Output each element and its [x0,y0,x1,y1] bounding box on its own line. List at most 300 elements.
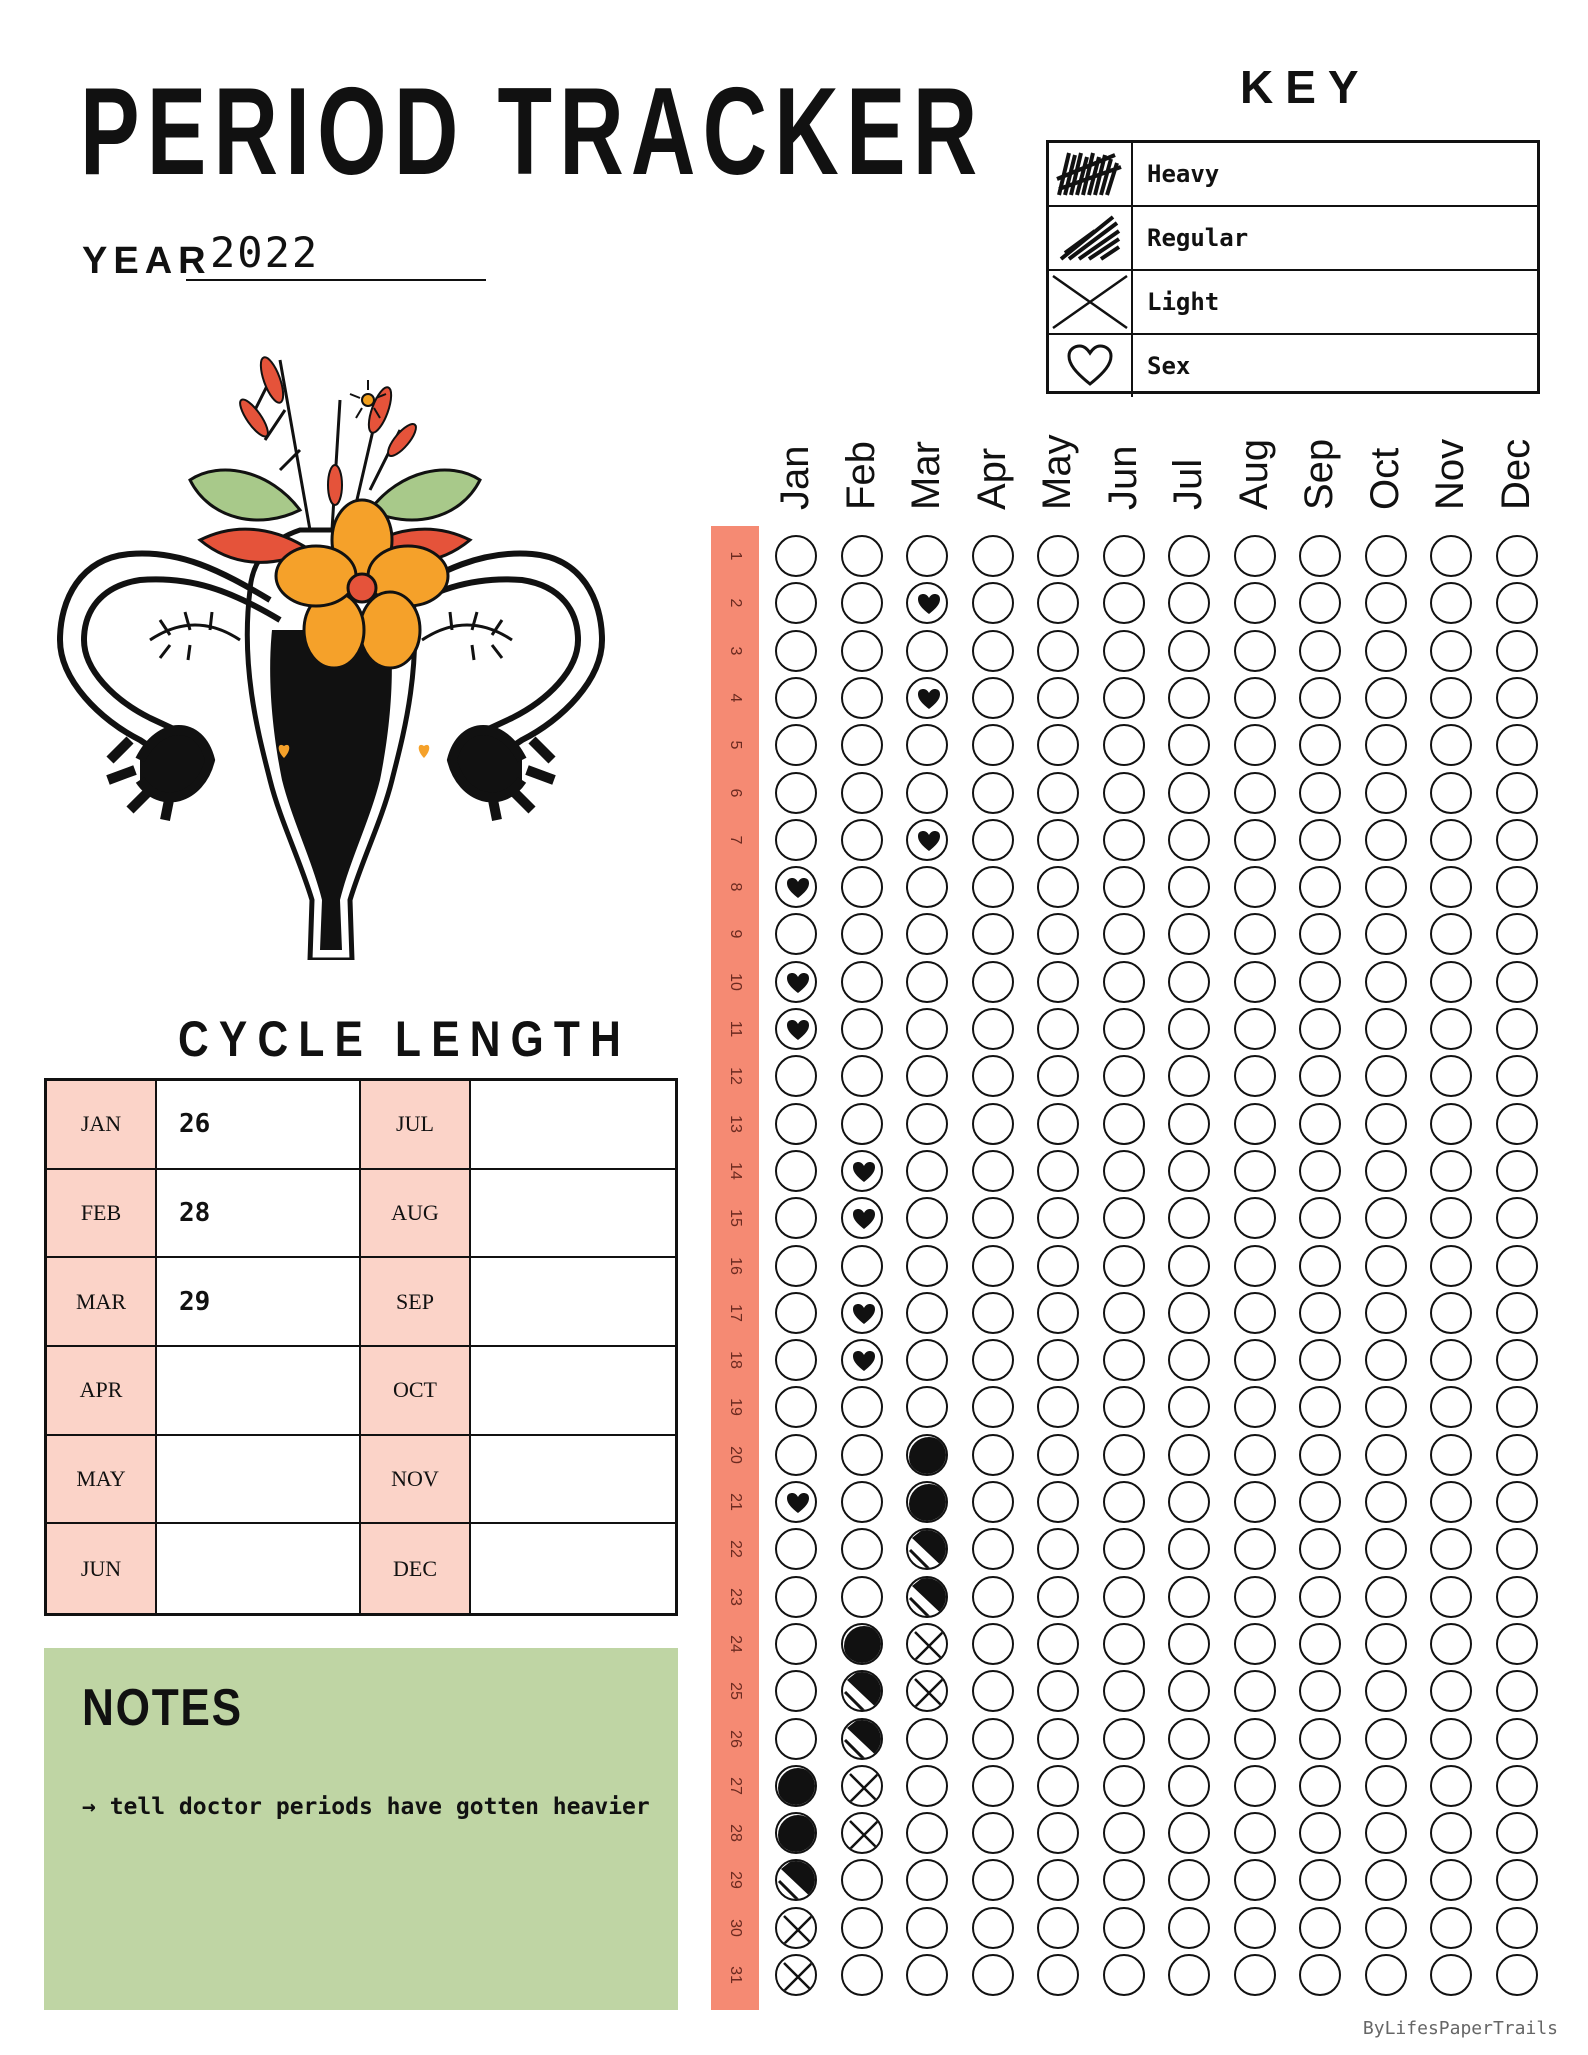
day-circle-sep-13[interactable] [1299,1103,1341,1145]
day-circle-jun-20[interactable] [1103,1434,1145,1476]
day-circle-may-26[interactable] [1037,1718,1079,1760]
day-circle-mar-7-sex[interactable] [906,819,948,861]
day-circle-jun-19[interactable] [1103,1386,1145,1428]
day-circle-dec-14[interactable] [1496,1150,1538,1192]
day-circle-jun-23[interactable] [1103,1576,1145,1618]
day-circle-mar-31[interactable] [906,1954,948,1996]
day-circle-aug-3[interactable] [1234,630,1276,672]
day-circle-jan-17[interactable] [775,1292,817,1334]
day-circle-feb-22[interactable] [841,1528,883,1570]
day-circle-nov-20[interactable] [1430,1434,1472,1476]
day-circle-jul-14[interactable] [1168,1150,1210,1192]
day-circle-oct-3[interactable] [1365,630,1407,672]
day-circle-feb-27-light[interactable] [841,1765,883,1807]
day-circle-may-30[interactable] [1037,1907,1079,1949]
day-circle-sep-23[interactable] [1299,1576,1341,1618]
day-circle-jan-6[interactable] [775,772,817,814]
day-circle-mar-23-regular[interactable] [906,1576,948,1618]
day-circle-oct-26[interactable] [1365,1718,1407,1760]
day-circle-dec-20[interactable] [1496,1434,1538,1476]
day-circle-dec-15[interactable] [1496,1197,1538,1239]
day-circle-oct-5[interactable] [1365,724,1407,766]
day-circle-jun-16[interactable] [1103,1245,1145,1287]
day-circle-apr-31[interactable] [972,1954,1014,1996]
day-circle-sep-5[interactable] [1299,724,1341,766]
day-circle-may-6[interactable] [1037,772,1079,814]
day-circle-mar-29[interactable] [906,1859,948,1901]
day-circle-may-14[interactable] [1037,1150,1079,1192]
day-circle-aug-15[interactable] [1234,1197,1276,1239]
day-circle-mar-26[interactable] [906,1718,948,1760]
day-circle-jan-20[interactable] [775,1434,817,1476]
day-circle-jul-27[interactable] [1168,1765,1210,1807]
day-circle-jan-1[interactable] [775,535,817,577]
day-circle-nov-25[interactable] [1430,1670,1472,1712]
day-circle-oct-12[interactable] [1365,1055,1407,1097]
day-circle-aug-8[interactable] [1234,866,1276,908]
day-circle-apr-4[interactable] [972,677,1014,719]
day-circle-mar-11[interactable] [906,1008,948,1050]
day-circle-oct-1[interactable] [1365,535,1407,577]
day-circle-sep-22[interactable] [1299,1528,1341,1570]
day-circle-jun-29[interactable] [1103,1859,1145,1901]
day-circle-feb-14-sex[interactable] [841,1150,883,1192]
day-circle-mar-2-sex[interactable] [906,582,948,624]
day-circle-aug-2[interactable] [1234,582,1276,624]
day-circle-jan-8-sex[interactable] [775,866,817,908]
day-circle-apr-21[interactable] [972,1481,1014,1523]
day-circle-jul-16[interactable] [1168,1245,1210,1287]
day-circle-sep-17[interactable] [1299,1292,1341,1334]
day-circle-mar-28[interactable] [906,1812,948,1854]
day-circle-sep-16[interactable] [1299,1245,1341,1287]
day-circle-feb-29[interactable] [841,1859,883,1901]
day-circle-feb-9[interactable] [841,913,883,955]
day-circle-dec-23[interactable] [1496,1576,1538,1618]
day-circle-aug-20[interactable] [1234,1434,1276,1476]
day-circle-apr-17[interactable] [972,1292,1014,1334]
cycle-value[interactable] [471,1436,675,1525]
day-circle-jun-3[interactable] [1103,630,1145,672]
day-circle-jul-7[interactable] [1168,819,1210,861]
day-circle-dec-30[interactable] [1496,1907,1538,1949]
day-circle-oct-18[interactable] [1365,1339,1407,1381]
day-circle-apr-15[interactable] [972,1197,1014,1239]
day-circle-nov-3[interactable] [1430,630,1472,672]
day-circle-feb-26-regular[interactable] [841,1718,883,1760]
day-circle-mar-15[interactable] [906,1197,948,1239]
day-circle-jun-12[interactable] [1103,1055,1145,1097]
day-circle-nov-28[interactable] [1430,1812,1472,1854]
cycle-value[interactable] [157,1436,361,1525]
day-circle-aug-21[interactable] [1234,1481,1276,1523]
day-circle-mar-17[interactable] [906,1292,948,1334]
day-circle-dec-27[interactable] [1496,1765,1538,1807]
day-circle-feb-15-sex[interactable] [841,1197,883,1239]
day-circle-apr-13[interactable] [972,1103,1014,1145]
day-circle-apr-23[interactable] [972,1576,1014,1618]
day-circle-may-23[interactable] [1037,1576,1079,1618]
day-circle-may-28[interactable] [1037,1812,1079,1854]
day-circle-mar-14[interactable] [906,1150,948,1192]
day-circle-jul-5[interactable] [1168,724,1210,766]
day-circle-may-2[interactable] [1037,582,1079,624]
day-circle-may-25[interactable] [1037,1670,1079,1712]
day-circle-sep-9[interactable] [1299,913,1341,955]
day-circle-sep-31[interactable] [1299,1954,1341,1996]
day-circle-oct-24[interactable] [1365,1623,1407,1665]
day-circle-dec-29[interactable] [1496,1859,1538,1901]
day-circle-dec-9[interactable] [1496,913,1538,955]
day-circle-mar-1[interactable] [906,535,948,577]
day-circle-nov-15[interactable] [1430,1197,1472,1239]
day-circle-oct-25[interactable] [1365,1670,1407,1712]
day-circle-jun-1[interactable] [1103,535,1145,577]
cycle-value[interactable] [157,1347,361,1436]
day-circle-dec-13[interactable] [1496,1103,1538,1145]
day-circle-feb-8[interactable] [841,866,883,908]
day-circle-dec-18[interactable] [1496,1339,1538,1381]
day-circle-oct-6[interactable] [1365,772,1407,814]
day-circle-apr-11[interactable] [972,1008,1014,1050]
day-circle-jun-13[interactable] [1103,1103,1145,1145]
day-circle-jan-9[interactable] [775,913,817,955]
day-circle-aug-23[interactable] [1234,1576,1276,1618]
day-circle-jun-11[interactable] [1103,1008,1145,1050]
day-circle-aug-30[interactable] [1234,1907,1276,1949]
day-circle-jan-29-regular[interactable] [775,1859,817,1901]
day-circle-oct-30[interactable] [1365,1907,1407,1949]
cycle-value[interactable] [471,1081,675,1170]
day-circle-sep-19[interactable] [1299,1386,1341,1428]
day-circle-jul-21[interactable] [1168,1481,1210,1523]
day-circle-jul-24[interactable] [1168,1623,1210,1665]
day-circle-aug-12[interactable] [1234,1055,1276,1097]
day-circle-jul-28[interactable] [1168,1812,1210,1854]
day-circle-feb-28-light[interactable] [841,1812,883,1854]
day-circle-feb-19[interactable] [841,1386,883,1428]
day-circle-nov-1[interactable] [1430,535,1472,577]
day-circle-may-27[interactable] [1037,1765,1079,1807]
day-circle-jan-24[interactable] [775,1623,817,1665]
day-circle-may-8[interactable] [1037,866,1079,908]
day-circle-aug-24[interactable] [1234,1623,1276,1665]
day-circle-oct-9[interactable] [1365,913,1407,955]
day-circle-nov-21[interactable] [1430,1481,1472,1523]
day-circle-mar-21-heavy[interactable] [906,1481,948,1523]
day-circle-nov-10[interactable] [1430,961,1472,1003]
day-circle-sep-11[interactable] [1299,1008,1341,1050]
day-circle-jun-7[interactable] [1103,819,1145,861]
day-circle-dec-25[interactable] [1496,1670,1538,1712]
day-circle-dec-21[interactable] [1496,1481,1538,1523]
day-circle-may-12[interactable] [1037,1055,1079,1097]
day-circle-dec-16[interactable] [1496,1245,1538,1287]
day-circle-mar-20-heavy[interactable] [906,1434,948,1476]
day-circle-apr-30[interactable] [972,1907,1014,1949]
day-circle-sep-28[interactable] [1299,1812,1341,1854]
day-circle-dec-17[interactable] [1496,1292,1538,1334]
day-circle-aug-13[interactable] [1234,1103,1276,1145]
day-circle-nov-18[interactable] [1430,1339,1472,1381]
day-circle-dec-28[interactable] [1496,1812,1538,1854]
day-circle-apr-24[interactable] [972,1623,1014,1665]
day-circle-feb-21[interactable] [841,1481,883,1523]
day-circle-oct-13[interactable] [1365,1103,1407,1145]
day-circle-jul-4[interactable] [1168,677,1210,719]
day-circle-nov-23[interactable] [1430,1576,1472,1618]
day-circle-dec-8[interactable] [1496,866,1538,908]
day-circle-feb-25-regular[interactable] [841,1670,883,1712]
day-circle-oct-22[interactable] [1365,1528,1407,1570]
day-circle-dec-12[interactable] [1496,1055,1538,1097]
day-circle-apr-10[interactable] [972,961,1014,1003]
day-circle-jan-18[interactable] [775,1339,817,1381]
notes-text[interactable]: → tell doctor periods have gotten heavier [82,1794,650,1820]
day-circle-dec-6[interactable] [1496,772,1538,814]
day-circle-jan-11-sex[interactable] [775,1008,817,1050]
day-circle-jan-4[interactable] [775,677,817,719]
day-circle-oct-29[interactable] [1365,1859,1407,1901]
day-circle-mar-3[interactable] [906,630,948,672]
day-circle-apr-14[interactable] [972,1150,1014,1192]
day-circle-dec-1[interactable] [1496,535,1538,577]
cycle-value[interactable]: 29 [157,1258,361,1347]
day-circle-feb-10[interactable] [841,961,883,1003]
day-circle-jul-20[interactable] [1168,1434,1210,1476]
day-circle-mar-10[interactable] [906,961,948,1003]
day-circle-feb-12[interactable] [841,1055,883,1097]
day-circle-feb-18-sex[interactable] [841,1339,883,1381]
cycle-value[interactable] [471,1347,675,1436]
day-circle-nov-27[interactable] [1430,1765,1472,1807]
day-circle-feb-1[interactable] [841,535,883,577]
day-circle-dec-11[interactable] [1496,1008,1538,1050]
day-circle-may-10[interactable] [1037,961,1079,1003]
day-circle-nov-17[interactable] [1430,1292,1472,1334]
day-circle-feb-31[interactable] [841,1954,883,1996]
day-circle-oct-8[interactable] [1365,866,1407,908]
day-circle-jul-29[interactable] [1168,1859,1210,1901]
day-circle-apr-1[interactable] [972,535,1014,577]
day-circle-nov-6[interactable] [1430,772,1472,814]
day-circle-oct-21[interactable] [1365,1481,1407,1523]
day-circle-mar-16[interactable] [906,1245,948,1287]
day-circle-jun-18[interactable] [1103,1339,1145,1381]
day-circle-jul-6[interactable] [1168,772,1210,814]
day-circle-nov-12[interactable] [1430,1055,1472,1097]
day-circle-aug-26[interactable] [1234,1718,1276,1760]
day-circle-apr-18[interactable] [972,1339,1014,1381]
day-circle-jan-19[interactable] [775,1386,817,1428]
day-circle-apr-25[interactable] [972,1670,1014,1712]
day-circle-dec-26[interactable] [1496,1718,1538,1760]
day-circle-jan-5[interactable] [775,724,817,766]
day-circle-jul-17[interactable] [1168,1292,1210,1334]
day-circle-jun-4[interactable] [1103,677,1145,719]
day-circle-jul-2[interactable] [1168,582,1210,624]
day-circle-sep-7[interactable] [1299,819,1341,861]
day-circle-may-4[interactable] [1037,677,1079,719]
day-circle-may-16[interactable] [1037,1245,1079,1287]
day-circle-sep-21[interactable] [1299,1481,1341,1523]
day-circle-mar-18[interactable] [906,1339,948,1381]
day-circle-nov-2[interactable] [1430,582,1472,624]
day-circle-dec-19[interactable] [1496,1386,1538,1428]
day-circle-nov-13[interactable] [1430,1103,1472,1145]
day-circle-nov-16[interactable] [1430,1245,1472,1287]
day-circle-sep-18[interactable] [1299,1339,1341,1381]
day-circle-feb-6[interactable] [841,772,883,814]
cycle-value[interactable] [471,1524,675,1613]
day-circle-mar-19[interactable] [906,1386,948,1428]
day-circle-may-3[interactable] [1037,630,1079,672]
day-circle-feb-16[interactable] [841,1245,883,1287]
day-circle-jan-3[interactable] [775,630,817,672]
day-circle-jul-25[interactable] [1168,1670,1210,1712]
day-circle-jun-21[interactable] [1103,1481,1145,1523]
day-circle-oct-27[interactable] [1365,1765,1407,1807]
day-circle-jun-17[interactable] [1103,1292,1145,1334]
day-circle-dec-3[interactable] [1496,630,1538,672]
day-circle-jan-15[interactable] [775,1197,817,1239]
day-circle-sep-12[interactable] [1299,1055,1341,1097]
day-circle-jan-14[interactable] [775,1150,817,1192]
day-circle-feb-4[interactable] [841,677,883,719]
day-circle-feb-20[interactable] [841,1434,883,1476]
day-circle-dec-4[interactable] [1496,677,1538,719]
day-circle-jun-14[interactable] [1103,1150,1145,1192]
day-circle-jul-19[interactable] [1168,1386,1210,1428]
day-circle-may-11[interactable] [1037,1008,1079,1050]
day-circle-jan-21-sex[interactable] [775,1481,817,1523]
day-circle-jun-6[interactable] [1103,772,1145,814]
day-circle-jul-1[interactable] [1168,535,1210,577]
day-circle-jan-27-heavy[interactable] [775,1765,817,1807]
day-circle-feb-11[interactable] [841,1008,883,1050]
day-circle-mar-25-light[interactable] [906,1670,948,1712]
day-circle-oct-14[interactable] [1365,1150,1407,1192]
day-circle-aug-9[interactable] [1234,913,1276,955]
day-circle-jan-13[interactable] [775,1103,817,1145]
day-circle-feb-2[interactable] [841,582,883,624]
day-circle-jan-10-sex[interactable] [775,961,817,1003]
day-circle-jul-26[interactable] [1168,1718,1210,1760]
day-circle-jul-10[interactable] [1168,961,1210,1003]
day-circle-may-20[interactable] [1037,1434,1079,1476]
day-circle-jan-12[interactable] [775,1055,817,1097]
day-circle-apr-6[interactable] [972,772,1014,814]
day-circle-jun-5[interactable] [1103,724,1145,766]
day-circle-aug-4[interactable] [1234,677,1276,719]
day-circle-jan-28-heavy[interactable] [775,1812,817,1854]
day-circle-nov-9[interactable] [1430,913,1472,955]
day-circle-aug-16[interactable] [1234,1245,1276,1287]
day-circle-jul-30[interactable] [1168,1907,1210,1949]
day-circle-may-19[interactable] [1037,1386,1079,1428]
day-circle-may-1[interactable] [1037,535,1079,577]
day-circle-apr-22[interactable] [972,1528,1014,1570]
day-circle-sep-29[interactable] [1299,1859,1341,1901]
day-circle-feb-30[interactable] [841,1907,883,1949]
day-circle-aug-11[interactable] [1234,1008,1276,1050]
day-circle-sep-8[interactable] [1299,866,1341,908]
day-circle-jun-8[interactable] [1103,866,1145,908]
day-circle-aug-31[interactable] [1234,1954,1276,1996]
day-circle-mar-8[interactable] [906,866,948,908]
day-circle-nov-7[interactable] [1430,819,1472,861]
cycle-value[interactable]: 26 [157,1081,361,1170]
day-circle-oct-11[interactable] [1365,1008,1407,1050]
day-circle-aug-19[interactable] [1234,1386,1276,1428]
cycle-value[interactable] [157,1524,361,1613]
day-circle-apr-7[interactable] [972,819,1014,861]
day-circle-jul-3[interactable] [1168,630,1210,672]
day-circle-jul-9[interactable] [1168,913,1210,955]
day-circle-may-13[interactable] [1037,1103,1079,1145]
day-circle-apr-2[interactable] [972,582,1014,624]
day-circle-jan-16[interactable] [775,1245,817,1287]
day-circle-nov-31[interactable] [1430,1954,1472,1996]
day-circle-oct-17[interactable] [1365,1292,1407,1334]
day-circle-dec-31[interactable] [1496,1954,1538,1996]
day-circle-sep-2[interactable] [1299,582,1341,624]
day-circle-jan-30-light[interactable] [775,1907,817,1949]
day-circle-dec-10[interactable] [1496,961,1538,1003]
day-circle-nov-4[interactable] [1430,677,1472,719]
day-circle-jul-15[interactable] [1168,1197,1210,1239]
day-circle-apr-27[interactable] [972,1765,1014,1807]
day-circle-aug-28[interactable] [1234,1812,1276,1854]
day-circle-oct-28[interactable] [1365,1812,1407,1854]
day-circle-apr-9[interactable] [972,913,1014,955]
day-circle-nov-19[interactable] [1430,1386,1472,1428]
day-circle-apr-19[interactable] [972,1386,1014,1428]
day-circle-aug-17[interactable] [1234,1292,1276,1334]
day-circle-may-5[interactable] [1037,724,1079,766]
day-circle-sep-27[interactable] [1299,1765,1341,1807]
day-circle-oct-19[interactable] [1365,1386,1407,1428]
day-circle-apr-16[interactable] [972,1245,1014,1287]
day-circle-jun-24[interactable] [1103,1623,1145,1665]
day-circle-mar-27[interactable] [906,1765,948,1807]
day-circle-mar-22-regular[interactable] [906,1528,948,1570]
day-circle-oct-31[interactable] [1365,1954,1407,1996]
day-circle-jul-12[interactable] [1168,1055,1210,1097]
day-circle-may-29[interactable] [1037,1859,1079,1901]
day-circle-dec-22[interactable] [1496,1528,1538,1570]
day-circle-mar-9[interactable] [906,913,948,955]
day-circle-may-18[interactable] [1037,1339,1079,1381]
day-circle-jul-13[interactable] [1168,1103,1210,1145]
day-circle-jul-11[interactable] [1168,1008,1210,1050]
day-circle-jan-26[interactable] [775,1718,817,1760]
day-circle-apr-3[interactable] [972,630,1014,672]
day-circle-aug-18[interactable] [1234,1339,1276,1381]
day-circle-nov-29[interactable] [1430,1859,1472,1901]
day-circle-nov-30[interactable] [1430,1907,1472,1949]
day-circle-apr-12[interactable] [972,1055,1014,1097]
day-circle-may-21[interactable] [1037,1481,1079,1523]
day-circle-may-31[interactable] [1037,1954,1079,1996]
day-circle-jan-31-light[interactable] [775,1954,817,1996]
day-circle-sep-10[interactable] [1299,961,1341,1003]
day-circle-sep-4[interactable] [1299,677,1341,719]
day-circle-nov-24[interactable] [1430,1623,1472,1665]
day-circle-jan-7[interactable] [775,819,817,861]
day-circle-apr-20[interactable] [972,1434,1014,1476]
day-circle-jul-23[interactable] [1168,1576,1210,1618]
